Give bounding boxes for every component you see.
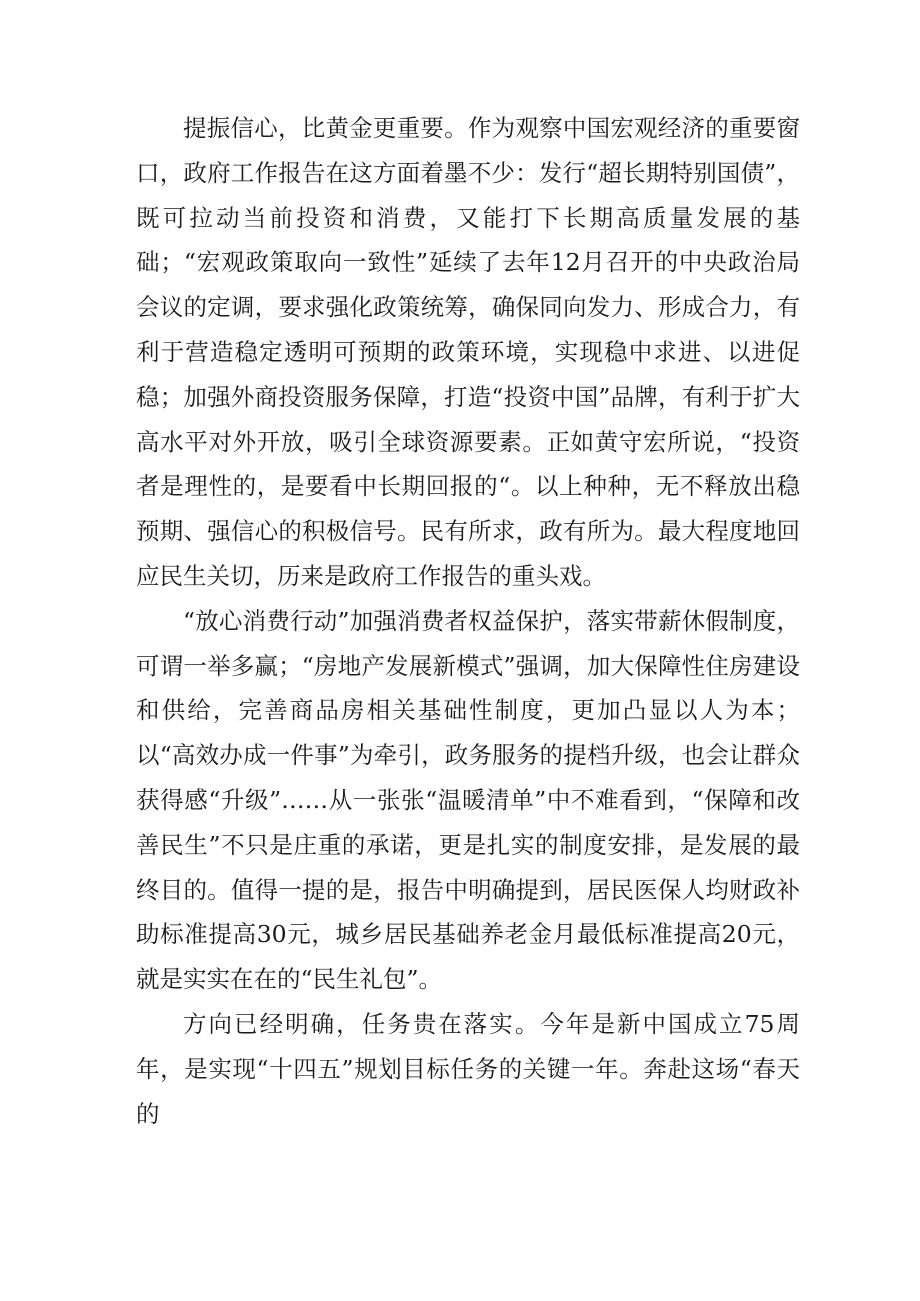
article-body xyxy=(136,106,800,1136)
paragraph-confidence: 提振信心，比黄金更重要。作为观察中国宏观经济的重要窗口，政府工作报告在这方面着墨不少：发行“超长期特别国债”，既可拉动当前投资和消费，又能打下长期高质量发展的基础；“宏观政策取向一致性”延续了去年12月召开的中央政治局会议的定调，要求强化政策统筹，确保同向发力、形成合力，有利于营造稳定透明可预期的政策环境，实现稳中求进、以进促稳；加强外商投资服务保障，打造“投资中国”品牌，有利于扩大高水平对外开放，吸引全球资源要素。正如黄守宏所说，“投资者是理性的，是要看中长期回报的“。以上种种，无不释放出稳预期、强信心的积极信号。民有所求，政有所为。最大程度地回应民生关切，历来是政府工作报告的重头戏。 xyxy=(136,114,800,590)
paragraph-implementation: 方向已经明确，任务贵在落实。今年是新中国成立75周年，是实现“十四五”规划目标任务的关键一年。奔赴这场“春天的 xyxy=(136,1009,800,1128)
paragraph-livelihood: “放心消费行动”加强消费者权益保护，落实带薪休假制度，可谓一举多赢；“房地产发展新模式”强调，加大保障性住房建设和供给，完善商品房相关基础性制度，更加凸显以人为本；以“高效办成一件事”为牵引，政务服务的提档升级，也会让群众获得感“升级”……从一张张“温暖清单”中不难看到，“保障和改善民生”不只是庄重的承诺，更是扎实的制度安排，是发展的最终目的。值得一提的是，报告中明确提到，居民医保人均财政补助标准提高30元，城乡居民基础养老金月最低标准提高20元，就是实实在在的“民生礼包”。 xyxy=(136,606,800,994)
